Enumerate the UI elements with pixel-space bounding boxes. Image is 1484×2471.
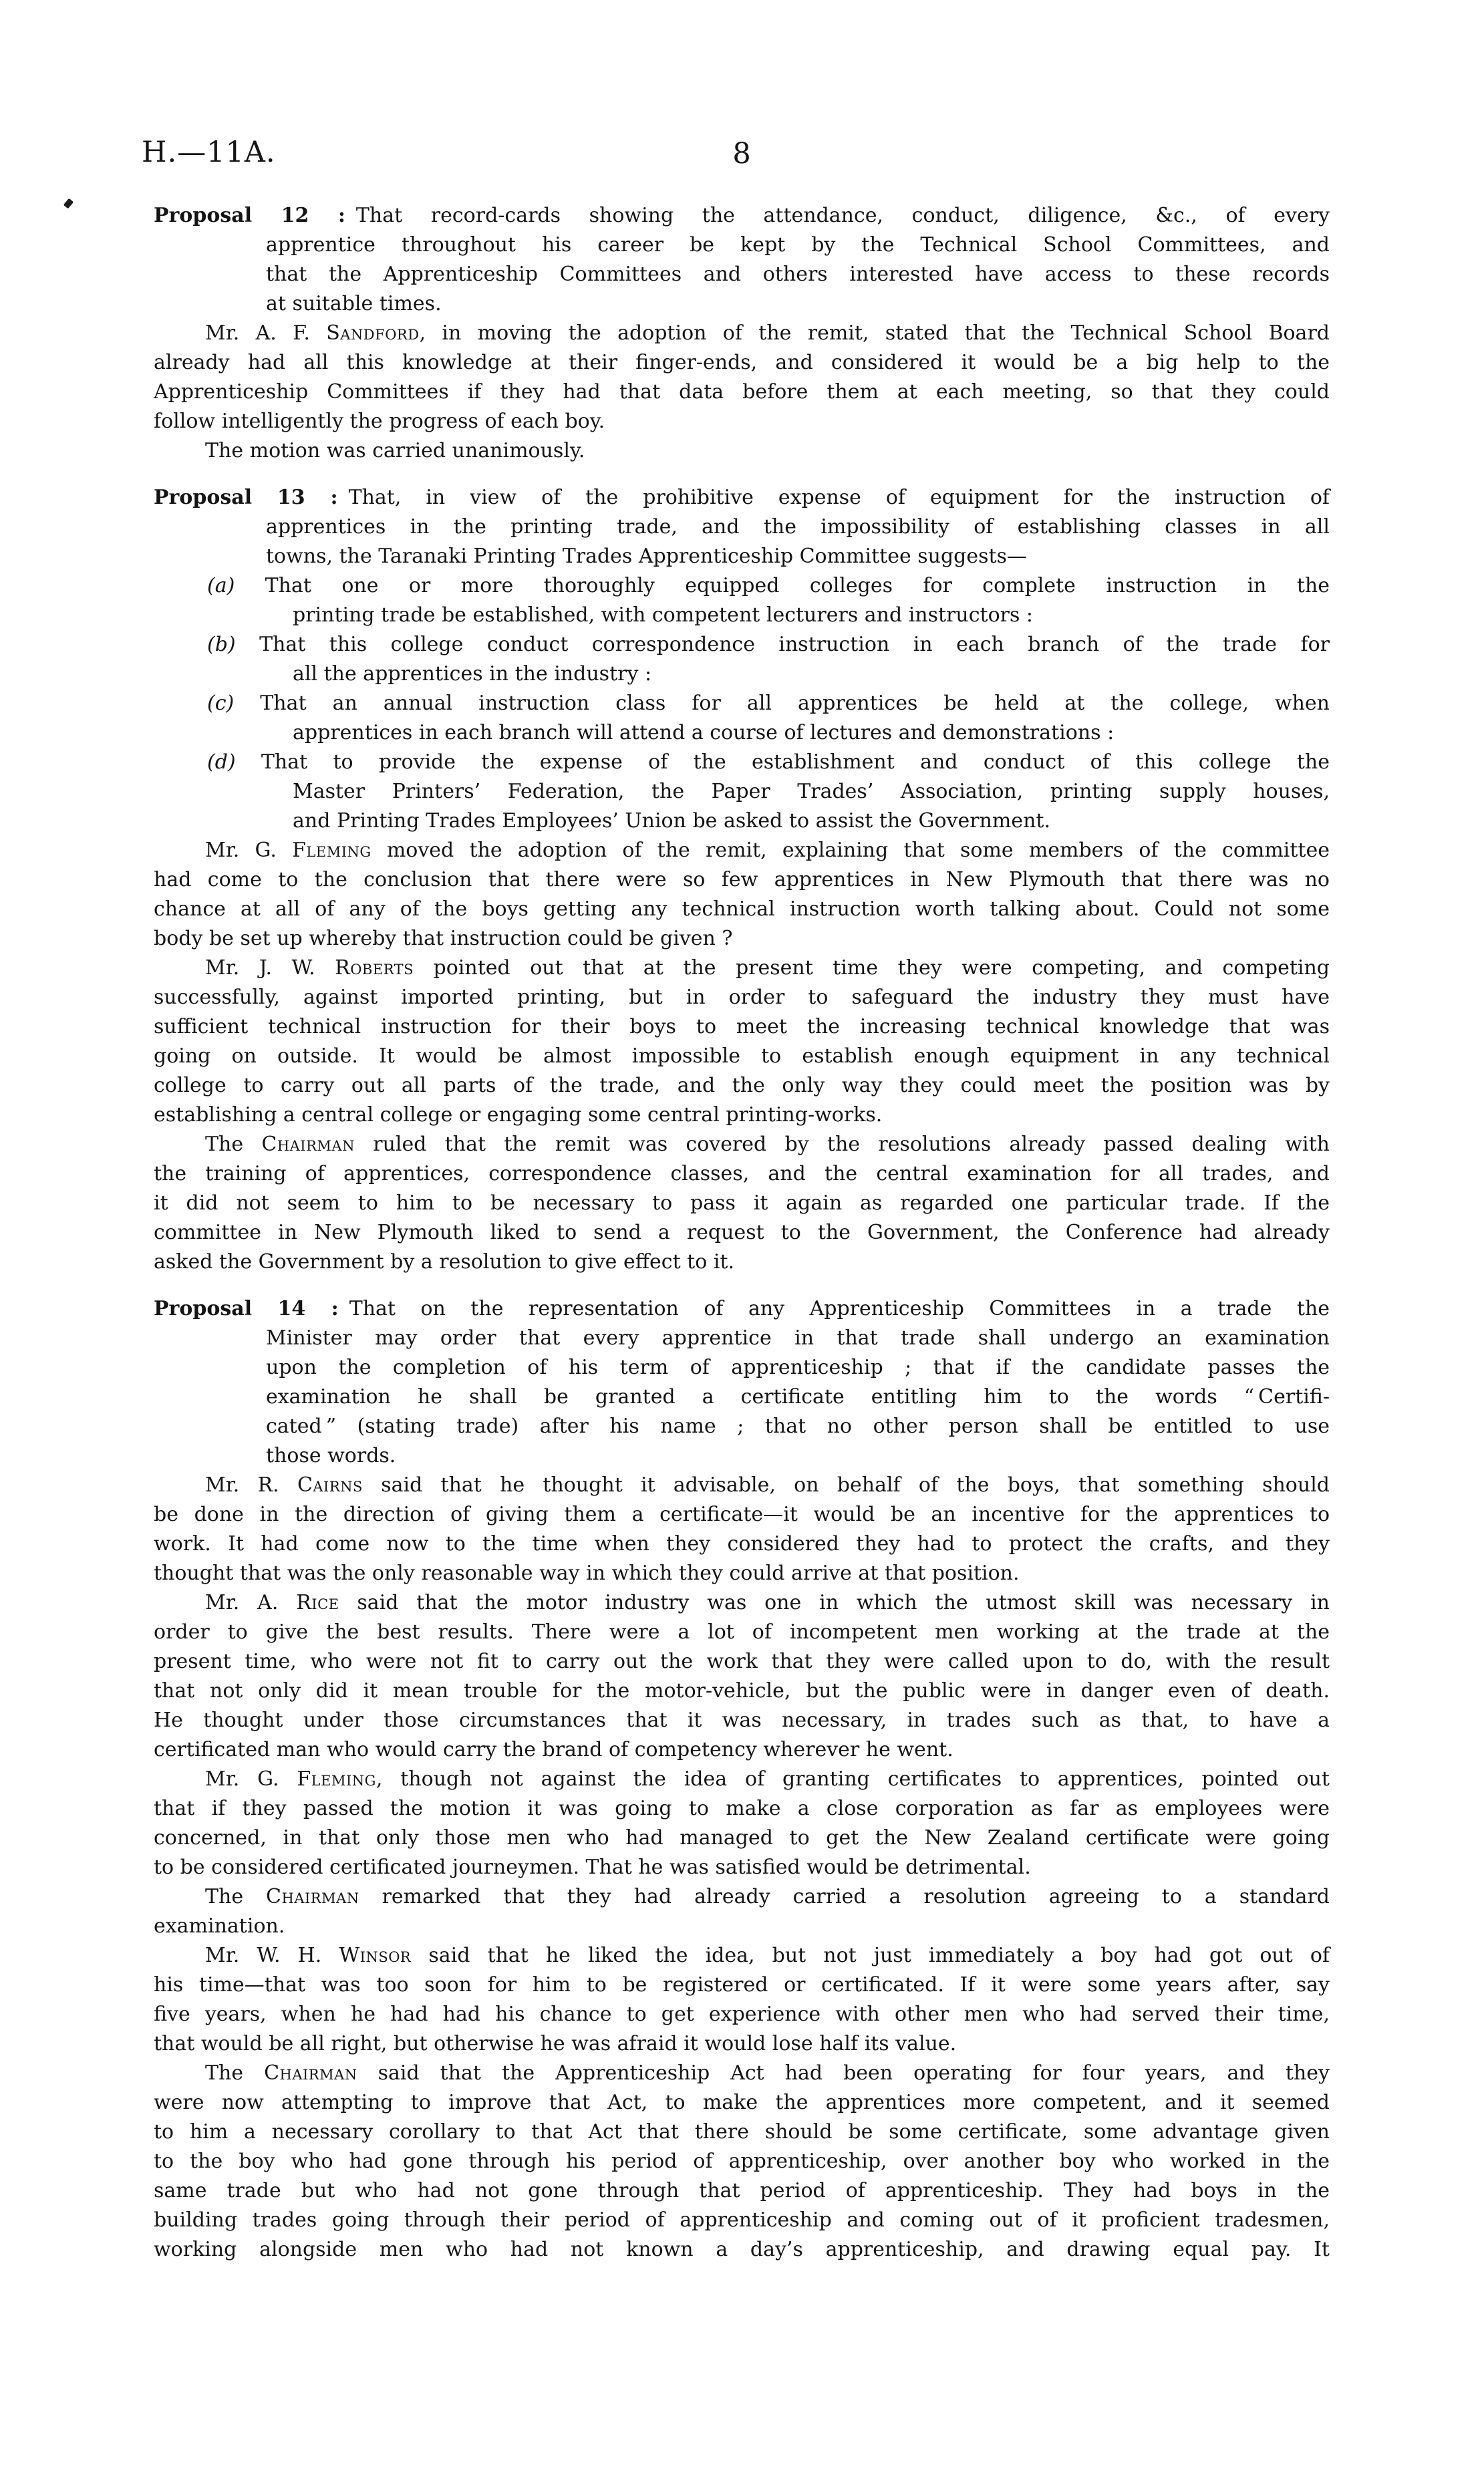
text-line [207,571,1330,601]
text-line [293,807,1330,836]
text-segment: to be considered certificated journeymen. That he was satisfied would be detrimental. [154,1856,1031,1879]
text-line [154,1294,1330,1324]
text-line [293,777,1330,807]
list-marker: (c) [207,692,235,715]
text-segment: all the apprentices in the industry : [293,662,652,686]
text-segment: Mr. G. [205,839,293,862]
text-line [207,630,1330,660]
text-segment: examination. [154,1914,285,1938]
text-line [266,1441,1330,1471]
list-item-a [154,571,1330,630]
speaker-name: Rice [296,1591,339,1614]
para-chairman-2 [154,1882,1330,1941]
text-segment: to the boy who had gone through his period of apprenticeship, over another boy who worked in the [154,2150,1330,2173]
speaker-name: Roberts [335,956,414,980]
text-line [154,378,1330,407]
text-segment: college to carry out all parts of the trade, and the only way they could meet the position was by [154,1074,1330,1097]
text-line [293,601,1330,630]
text-segment: apprentices in each branch will attend a course of lectures and demonstrations : [293,721,1115,744]
text-line [154,407,1330,436]
text-line [154,1218,1330,1248]
text-segment: moved the adoption of the remit, explaining that some members of the committee [371,839,1330,862]
text-segment: He thought under those circumstances that it was necessary, in trades such as that, to have a [154,1709,1330,1732]
text-line [154,1012,1330,1042]
text-line [266,1412,1330,1441]
text-line [154,2059,1330,2088]
text-line [154,201,1330,231]
document-header [142,136,1330,170]
para-roberts [154,954,1330,1130]
proposal-13 [154,483,1330,571]
proposal-14 [154,1294,1330,1471]
text-segment: That one or more thoroughly equipped colleges for complete instruction in the [235,574,1330,597]
text-line [154,1706,1330,1735]
text-line [154,895,1330,924]
text-segment: body be set up whereby that instruction could be given ? [154,927,733,950]
text-segment: That an annual instruction class for all apprentices be held at the college, when [234,692,1330,715]
text-line [154,1559,1330,1588]
text-line [154,1248,1330,1277]
proposal-label: Proposal 13 : [154,486,338,509]
text-line [154,1042,1330,1071]
text-segment: remarked that they had already carried a resolution agreeing to a standard [359,1885,1330,1908]
text-segment: upon the completion of his term of apprenticeship ; that if the candidate passes the [266,1356,1330,1379]
text-line [266,1383,1330,1412]
text-segment: that if they passed the motion it was going to make a close corporation as far as employees were [154,1797,1330,1820]
text-segment: The [205,1885,267,1908]
text-segment: The [205,2061,265,2085]
speaker-name: Chairman [261,1133,355,1156]
text-line [154,2000,1330,2029]
text-line [154,1912,1330,1941]
text-line [154,983,1330,1012]
text-segment: Mr. A. F. [205,321,327,345]
text-segment: follow intelligently the progress of each boy. [154,410,605,433]
text-segment: were now attempting to improve that Act, to make the apprentices more competent, and it seemed [154,2091,1330,2114]
text-segment: The [205,1133,262,1156]
list-item-b [154,630,1330,689]
para-fleming-1 [154,836,1330,954]
text-segment: concerned, in that only those men who had managed to get the New Zealand certificate were going [154,1826,1330,1850]
page-number: 8 [732,137,751,170]
text-line [154,483,1330,513]
text-line [154,2176,1330,2206]
text-line [154,436,1330,466]
text-segment: Mr. W. H. [205,1944,339,1967]
text-line [154,1071,1330,1101]
para-chairman-1 [154,1130,1330,1277]
text-segment: That, in view of the prohibitive expense of equipment for the instruction of [348,486,1330,509]
text-segment: order to give the best results. There were a lot of incompetent men working at the trade at the [154,1620,1330,1644]
speaker-name: Chairman [264,2061,357,2085]
speaker-name: Winsor [339,1944,412,1967]
text-segment: That record-cards showing the attendance, conduct, diligence, &c., of every [355,204,1330,227]
text-line [154,1647,1330,1677]
text-segment: five years, when he had had his chance to get experience with other men who had served their time, [154,2003,1330,2026]
text-line [154,1588,1330,1618]
para-cairns [154,1471,1330,1588]
para-rice [154,1588,1330,1765]
text-line [154,1189,1330,1218]
speaker-name: Fleming [292,839,372,862]
text-segment: , though not against the idea of granting certificates to apprentices, pointed out [376,1767,1330,1791]
text-segment: towns, the Taranaki Printing Trades Apprenticeship Committee suggests— [266,545,1027,568]
proposal-label: Proposal 14 : [154,1297,339,1320]
text-segment: and Printing Trades Employees’ Union be asked to assist the Government. [293,809,1051,833]
text-segment: That to provide the expense of the establishment and conduct of this college the [235,750,1330,774]
text-segment: pointed out that at the present time they were competing, and competing [414,956,1330,980]
text-line [154,1677,1330,1706]
text-segment: committee in New Plymouth liked to send a request to the Government, the Conference had already [154,1221,1330,1244]
text-line [154,2088,1330,2118]
text-segment: cated ” (stating trade) after his name ; that no other person shall be entitled to use [266,1415,1330,1438]
text-segment: examination he shall be granted a certificate entitling him to the words “ Certifi- [266,1385,1330,1409]
text-segment: same trade but who had not gone through that period of apprenticeship. They had boys in the [154,2179,1330,2202]
text-line [266,1353,1330,1383]
proposal-12 [154,201,1330,319]
text-line [266,1324,1330,1353]
text-segment: thought that was the only reasonable way in which they could arrive at that position. [154,1562,1020,1585]
text-line [154,836,1330,865]
text-segment: , in moving the adoption of the remit, stated that the Technical School Board [419,321,1330,345]
text-segment: Apprenticeship Committees if they had that data before them at each meeting, so that they could [154,380,1330,404]
text-segment: Mr. J. W. [205,956,335,980]
list-item-c [154,689,1330,748]
text-segment: said that he thought it advisable, on behalf of the boys, that something should [362,1473,1330,1497]
list-marker: (b) [207,633,236,656]
text-segment: the training of apprentices, correspondence classes, and the central examination for all trades, and [154,1162,1330,1185]
text-line [154,1794,1330,1824]
text-segment: those words. [266,1444,396,1467]
ink-speck-icon [63,198,73,209]
list-marker: (a) [207,574,235,597]
text-segment: had come to the conclusion that there were so few apprentices in New Plymouth that there was no [154,868,1330,891]
text-line [293,660,1330,689]
text-line [207,689,1330,718]
text-line [154,1971,1330,2000]
text-segment: already had all this knowledge at their finger-ends, and considered it would be a big help to the [154,351,1330,374]
text-line [154,1824,1330,1853]
text-segment: That this college conduct correspondence instruction in each branch of the trade for [235,633,1330,656]
text-segment: said that the Apprenticeship Act had been operating for four years, and they [357,2061,1330,2085]
report-series-label: H.—11A. [142,136,276,169]
text-segment: to him a necessary corollary to that Act that there should be some certificate, some advantage given [154,2120,1330,2144]
text-line [154,2118,1330,2147]
para-fleming-2 [154,1765,1330,1882]
text-line [266,542,1330,571]
speaker-name: Cairns [297,1473,363,1497]
text-segment: Master Printers’ Federation, the Paper Trades’ Association, printing supply houses, [293,780,1330,803]
text-line [154,2206,1330,2235]
text-segment: present time, who were not fit to carry out the work that they were called upon to do, with the result [154,1650,1330,1673]
text-segment: asked the Government by a resolution to give effect to it. [154,1250,735,1274]
text-segment: that not only did it mean trouble for the motor-vehicle, but the public were in danger even of death. [154,1679,1330,1703]
text-line [154,319,1330,348]
text-segment: going on outside. It would be almost impossible to establish enough equipment in any technical [154,1044,1330,1068]
document-body [154,201,1330,2265]
text-segment: Minister may order that every apprentice in that trade shall undergo an examination [266,1326,1330,1350]
text-line [154,1618,1330,1647]
text-line [154,1500,1330,1530]
text-segment: that would be all right, but otherwise he was afraid it would lose half its value. [154,2032,957,2055]
text-segment: establishing a central college or engaging some central printing-works. [154,1103,883,1127]
text-line [154,348,1330,378]
text-segment: said that the motor industry was one in which the utmost skill was necessary in [339,1591,1330,1614]
text-line [154,1101,1330,1130]
text-segment: said that he liked the idea, but not just immediately a boy had got out of [411,1944,1330,1967]
list-item-d [154,748,1330,836]
text-line [154,954,1330,983]
text-line [154,2235,1330,2265]
text-line [266,513,1330,542]
proposal-label: Proposal 12 : [154,204,345,227]
text-segment: sufficient technical instruction for their boys to meet the increasing technical knowledge that was [154,1015,1330,1038]
text-segment: successfully, against imported printing, but in order to safeguard the industry they must have [154,986,1330,1009]
document-content [142,136,1330,2265]
text-line [154,1159,1330,1189]
text-line [154,1882,1330,1912]
text-segment: building trades going through their period of apprenticeship and coming out of it proficient tradesmen, [154,2208,1330,2232]
text-line [266,289,1330,319]
text-segment: his time—that was too soon for him to be registered or certificated. If it were some years after, say [154,1973,1330,1997]
text-line [266,260,1330,289]
para-sandford [154,319,1330,436]
text-line [154,865,1330,895]
text-segment: Mr. R. [205,1473,297,1497]
speaker-name: Chairman [266,1885,359,1908]
para-winsor [154,1941,1330,2059]
text-segment: certificated man who would carry the brand of competency wherever he went. [154,1738,953,1761]
text-segment: apprentices in the printing trade, and the impossibility of establishing classes in all [266,515,1330,539]
text-line [154,2147,1330,2176]
text-line [154,1471,1330,1500]
text-line [266,231,1330,260]
text-segment: it did not seem to him to be necessary to pass it again as regarded one particular trade. If the [154,1191,1330,1215]
text-line [154,1765,1330,1794]
speaker-name: Sandford [326,321,420,345]
text-segment: chance at all of any of the boys getting any technical instruction worth talking about. Could not some [154,897,1330,921]
text-segment: printing trade be established, with competent lecturers and instructors : [293,603,1034,627]
text-segment: ruled that the remit was covered by the resolutions already passed dealing with [354,1133,1330,1156]
text-segment: The motion was carried unanimously. [205,439,585,462]
text-line [154,1853,1330,1882]
para-chairman-3 [154,2059,1330,2265]
text-segment: Mr. A. [205,1591,297,1614]
text-segment: at suitable times. [266,292,442,315]
text-segment: that the Apprenticeship Committees and others interested have access to these records [266,263,1330,286]
text-segment: apprentice throughout his career be kept by the Technical School Committees, and [266,233,1330,257]
text-line [154,924,1330,954]
text-line [154,1130,1330,1159]
text-segment: That on the representation of any Apprenticeship Committees in a trade the [349,1297,1330,1320]
speaker-name: Fleming [297,1767,376,1791]
text-segment: be done in the direction of giving them a certificate—it would be an incentive for the apprentices to [154,1503,1330,1526]
text-segment: working alongside men who had not known a day’s apprenticeship, and drawing equal pay. It [154,2238,1330,2261]
text-segment: Mr. G. [205,1767,297,1791]
text-line [154,1530,1330,1559]
text-line [154,1735,1330,1765]
list-marker: (d) [207,750,236,774]
text-line [154,1941,1330,1971]
text-line [154,2029,1330,2059]
text-line [207,748,1330,777]
para-motion-carried [154,436,1330,466]
text-segment: work. It had come now to the time when they considered they had to protect the crafts, and they [154,1532,1330,1556]
text-line [293,718,1330,748]
